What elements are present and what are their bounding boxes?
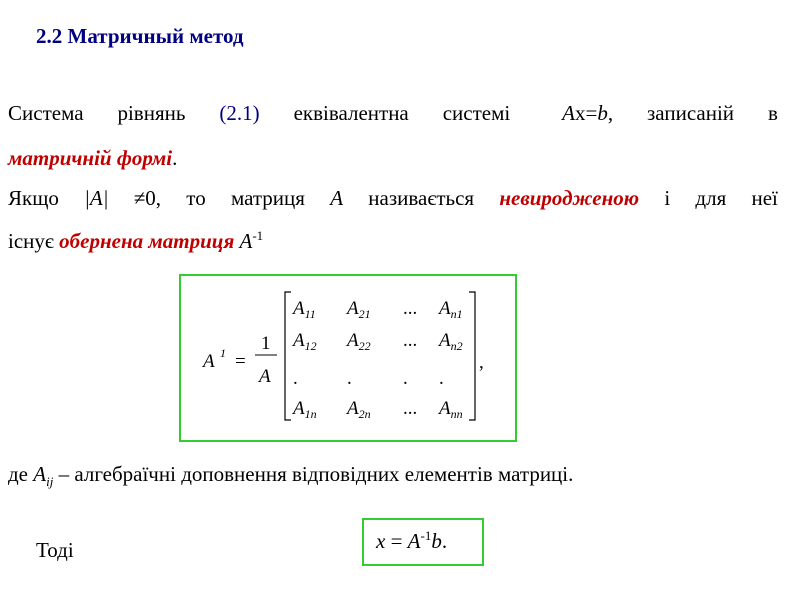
solution-formula — [376, 528, 447, 554]
formula-equals: = — [235, 351, 246, 372]
matrix-cell: $A_{1n}$ — [293, 398, 317, 421]
symbol-b: b — [431, 529, 442, 553]
word: еквівалентна — [293, 101, 409, 125]
word: системі — [442, 101, 511, 125]
symbol-A: A — [407, 529, 421, 553]
matrix-cell: $A_{21}$ — [347, 298, 371, 321]
word: Якщо — [8, 186, 59, 210]
highlight-term: невиродженою — [499, 186, 640, 210]
matrix-cell: $A_{2n}$ — [347, 398, 371, 421]
word: називається — [368, 186, 475, 210]
word: неї — [751, 186, 778, 210]
determinant: |A| — [84, 186, 109, 210]
matrix-right-bracket — [469, 292, 475, 420]
solution-formula-box — [362, 518, 484, 566]
paragraph-2-line-1 — [8, 186, 778, 211]
fraction-numerator: 1 — [261, 333, 271, 354]
text: існує — [8, 229, 60, 253]
matrix-cell: . — [347, 368, 352, 389]
matrix-cell: $A_{nn}$ — [439, 398, 463, 421]
period: . — [441, 529, 448, 553]
matrix-left-bracket — [285, 292, 291, 420]
matrix-cell: $A_{12}$ — [293, 330, 317, 353]
matrix-cell: . — [439, 368, 444, 389]
period: . — [172, 146, 178, 170]
text: де — [8, 462, 34, 486]
superscript: -1 — [252, 228, 264, 243]
matrix-equation — [562, 101, 613, 126]
word: то — [186, 186, 206, 210]
formula-trailing-comma: , — [479, 352, 484, 373]
word: рівнянь — [117, 101, 186, 125]
matrix-cell: ... — [403, 298, 418, 319]
symbol-A: A — [239, 229, 253, 253]
highlight-term: обернена матриця — [59, 229, 235, 253]
matrix-cell: $A_{n1}$ — [439, 298, 463, 321]
not-equal-zero: ≠0, — [133, 186, 162, 210]
highlight-term: матричній формі — [8, 146, 173, 170]
word: і — [664, 186, 671, 210]
word: для — [695, 186, 727, 210]
inverse-matrix-formula — [181, 276, 515, 440]
equals-sign: = — [385, 529, 408, 553]
matrix-cell: . — [403, 368, 408, 389]
fraction-denominator: A — [259, 366, 271, 387]
matrix-cells — [291, 298, 463, 421]
paragraph-2-line-2 — [8, 228, 778, 254]
text: – алгебраїчні доповнення відповідних елементів матриці. — [53, 462, 574, 486]
word: записаній — [647, 101, 735, 125]
word: матриця — [230, 186, 305, 210]
matrix-cell: . — [293, 368, 298, 389]
paragraph-3 — [8, 462, 778, 490]
paragraph-1-line-1 — [8, 101, 778, 126]
word: Система — [8, 101, 84, 125]
comma: , — [607, 101, 614, 125]
then-label: Тоді — [36, 538, 74, 562]
symbol-A: A — [330, 186, 344, 210]
superscript: -1 — [420, 528, 432, 543]
formula-lhs-superscript: 1 — [220, 346, 226, 360]
formula-lhs-A: A — [203, 351, 215, 372]
symbol-x: x — [376, 529, 386, 553]
symbol-b: b — [597, 101, 608, 125]
paragraph-1-line-2 — [8, 146, 778, 171]
section-heading: 2.2 Матричный метод — [36, 24, 244, 48]
symbol-A: A — [33, 462, 47, 486]
matrix-cell: $A_{22}$ — [347, 330, 371, 353]
word: в — [767, 101, 778, 125]
inverse-matrix-formula-box — [179, 274, 517, 442]
symbol-A: A — [562, 101, 575, 125]
subscript: ij — [46, 474, 54, 490]
symbol-x: x — [574, 101, 586, 125]
matrix-cell: ... — [403, 398, 418, 419]
equation-reference: (2.1) — [219, 101, 260, 125]
matrix-cell: ... — [403, 330, 418, 351]
equals-sign: = — [585, 101, 598, 125]
matrix-cell: $A_{n2}$ — [439, 330, 463, 353]
matrix-cell: $A_{11}$ — [293, 298, 316, 321]
